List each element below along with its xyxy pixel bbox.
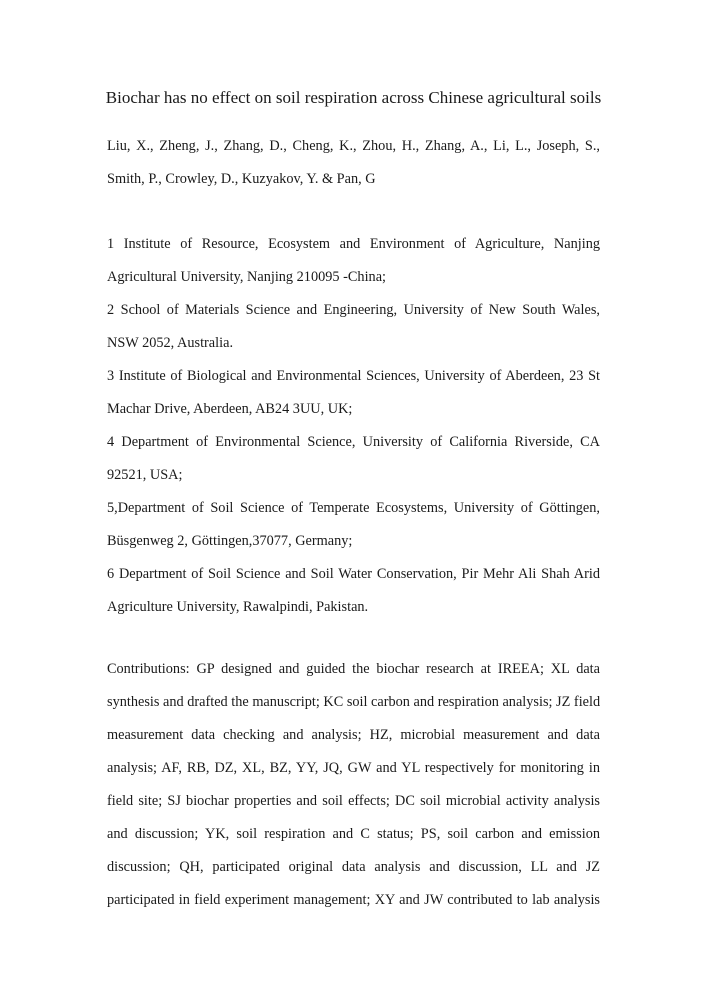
affiliation-line: Agricultural University, Nanjing 210095 -China; xyxy=(107,269,387,285)
affiliation-line: 5,Department of Soil Science of Temperate Ecosystems, University of Göttingen, xyxy=(107,500,600,516)
contributions-line: field site; SJ biochar properties and soil effects; DC soil microbial activity analysis xyxy=(107,793,600,809)
affiliation-line: Büsgenweg 2, Göttingen,37077, Germany; xyxy=(107,533,353,549)
affiliation-line: 6 Department of Soil Science and Soil Water Conservation, Pir Mehr Ali Shah Arid xyxy=(107,566,600,582)
author-line: Smith, P., Crowley, D., Kuzyakov, Y. & Pan, G xyxy=(107,171,376,187)
contributions-line: and discussion; YK, soil respiration and C status; PS, soil carbon and emission xyxy=(107,826,600,842)
author-list xyxy=(107,136,600,202)
contributions-paragraph xyxy=(107,659,600,923)
affiliation-line: Agriculture University, Rawalpindi, Pakistan. xyxy=(107,599,369,615)
affiliation-line: 1 Institute of Resource, Ecosystem and Environment of Agriculture, Nanjing xyxy=(107,236,600,252)
affiliation-line: 2 School of Materials Science and Engineering, University of New South Wales, xyxy=(107,302,600,318)
contributions-line: Contributions: GP designed and guided the biochar research at IREEA; XL data xyxy=(107,661,600,677)
contributions-line: analysis; AF, RB, DZ, XL, BZ, YY, JQ, GW and YL respectively for monitoring in xyxy=(107,760,600,776)
contributions-line: discussion; QH, participated original data analysis and discussion, LL and JZ xyxy=(107,859,600,875)
contributions-line: measurement data checking and analysis; HZ, microbial measurement and data xyxy=(107,727,600,743)
affiliation-list xyxy=(107,234,600,630)
affiliation-line: 4 Department of Environmental Science, University of California Riverside, CA xyxy=(107,434,600,450)
contributions-line: participated in field experiment management; XY and JW contributed to lab analysis xyxy=(107,892,600,908)
affiliation-line: Machar Drive, Aberdeen, AB24 3UU, UK; xyxy=(107,401,353,417)
affiliation-line: 3 Institute of Biological and Environmental Sciences, University of Aberdeen, 23 St xyxy=(107,368,600,384)
affiliation-line: 92521, USA; xyxy=(107,467,183,483)
paper-title: Biochar has no effect on soil respiration across Chinese agricultural soils xyxy=(105,88,602,107)
contributions-line: synthesis and drafted the manuscript; KC soil carbon and respiration analysis; JZ field xyxy=(107,694,601,710)
affiliation-line: NSW 2052, Australia. xyxy=(107,335,234,351)
author-line: Liu, X., Zheng, J., Zhang, D., Cheng, K., Zhou, H., Zhang, A., Li, L., Joseph, S., xyxy=(107,138,600,154)
